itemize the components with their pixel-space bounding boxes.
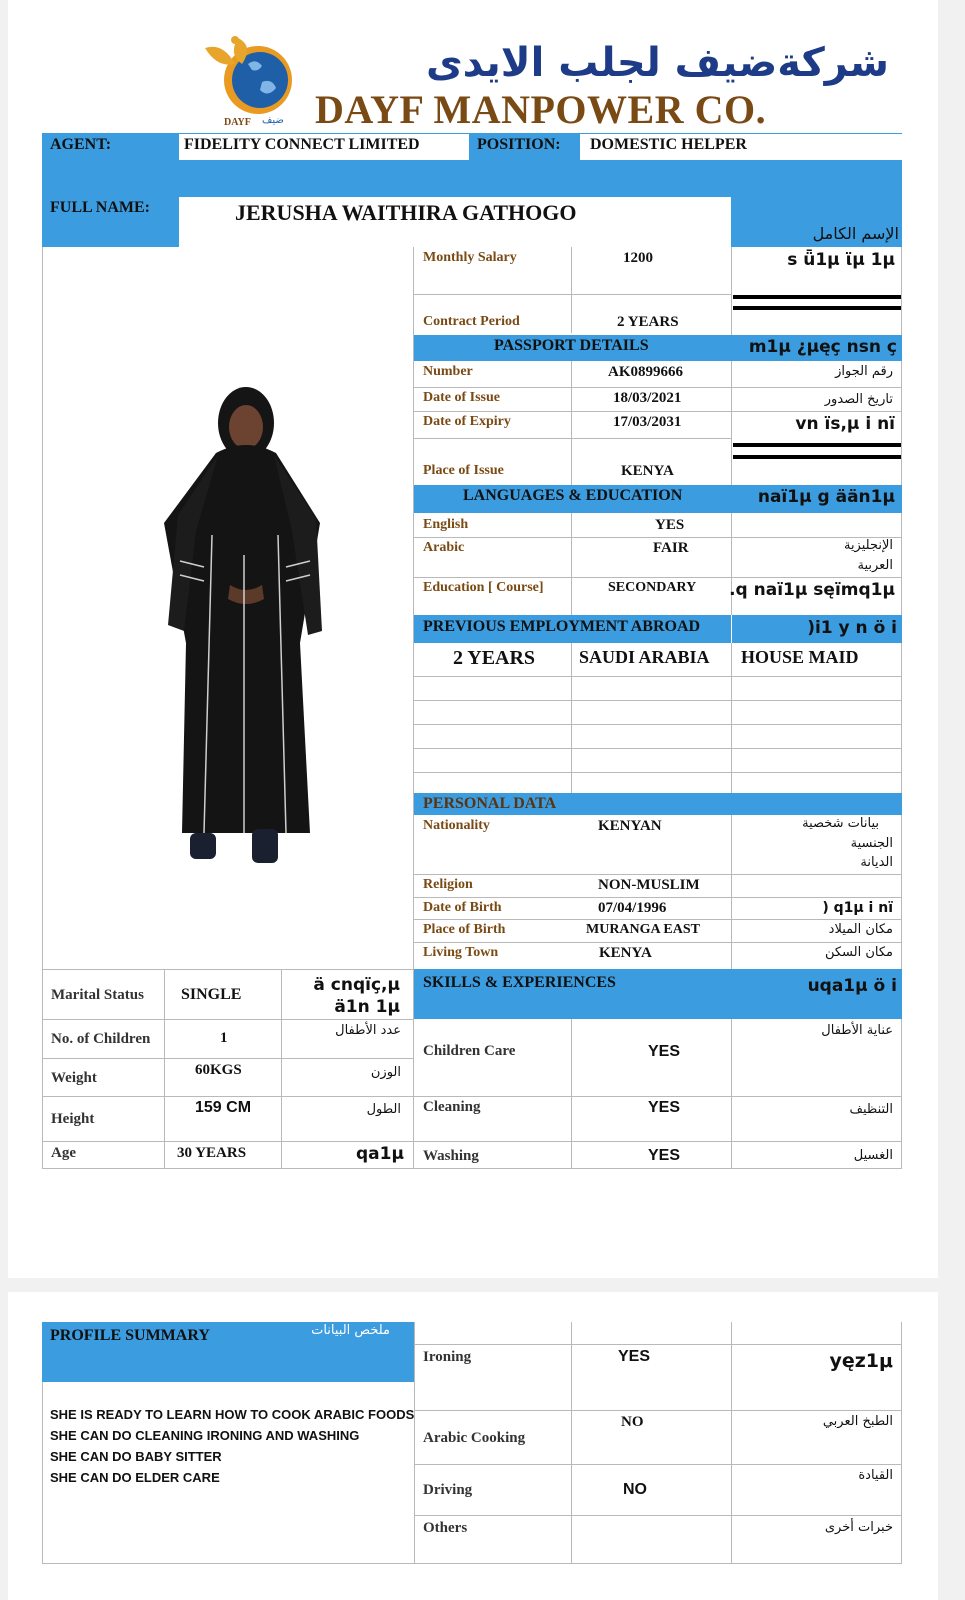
driving-arabic: القيادة xyxy=(858,1468,893,1483)
issue-date-arabic: تاريخ الصدور xyxy=(824,392,893,407)
english-arabic-text: الإنجليزية xyxy=(843,538,893,553)
height-label: Height xyxy=(51,1111,95,1127)
religion-value: NON-MUSLIM xyxy=(598,877,700,893)
summary-heading: PROFILE SUMMARY xyxy=(50,1327,210,1344)
expiry-date-value: 17/03/2031 xyxy=(613,414,682,430)
age-label: Age xyxy=(51,1145,76,1161)
globe-logo-icon xyxy=(200,34,300,119)
row-line-nationality xyxy=(414,874,902,875)
row-line-english xyxy=(414,537,902,538)
employment-country: SAUDI ARABIA xyxy=(579,647,710,667)
position-value: DOMESTIC HELPER xyxy=(590,136,747,153)
town-value: KENYA xyxy=(599,945,652,961)
p2-col-line-2 xyxy=(731,1322,732,1564)
pob-arabic: مكان الميلاد xyxy=(828,922,893,937)
driving-label: Driving xyxy=(423,1482,473,1498)
separator-band xyxy=(42,161,902,195)
washing-value: YES xyxy=(648,1147,681,1164)
row-line-arabic xyxy=(414,577,902,578)
issue-place-value: KENYA xyxy=(621,463,674,479)
agent-label: AGENT: xyxy=(50,136,112,153)
salary-label: Monthly Salary xyxy=(423,250,517,265)
passport-number-label: Number xyxy=(423,364,473,379)
personal-heading: PERSONAL DATA xyxy=(423,795,557,812)
pob-label: Place of Birth xyxy=(423,922,506,937)
arabic-language-value: FAIR xyxy=(653,540,689,556)
black-rule-4 xyxy=(733,455,901,459)
employment-row-3 xyxy=(414,724,902,725)
summary-line: SHE CAN DO CLEANING IRONING AND WASHING xyxy=(50,1428,360,1443)
row-line-expiry xyxy=(414,438,732,439)
marital-label: Marital Status xyxy=(51,987,144,1003)
languages-heading-arabic: naï1μ g ään1μ xyxy=(757,487,895,507)
logo-small-arabic: ضيف xyxy=(262,115,284,126)
town-arabic: مكان السكن xyxy=(824,945,893,960)
row-line-salary xyxy=(414,294,732,295)
passport-heading-arabic: m1μ ¿μęç nsn ç xyxy=(748,337,897,357)
employment-row-5 xyxy=(414,772,902,773)
expiry-date-arabic: vn ïs,μ i nï xyxy=(795,414,895,434)
cleaning-arabic: التنظيف xyxy=(849,1102,893,1117)
education-label: Education [ Course] xyxy=(423,580,544,595)
passport-heading: PASSPORT DETAILS xyxy=(494,337,649,354)
passport-col-line xyxy=(571,361,572,485)
skills-heading: SKILLS & EXPERIENCES xyxy=(423,974,616,991)
nationality-arabic: الجنسية xyxy=(850,836,893,851)
summary-text xyxy=(50,1404,414,1488)
cleaning-value: YES xyxy=(648,1099,681,1116)
employment-heading: PREVIOUS EMPLOYMENT ABROAD xyxy=(423,618,701,635)
position-label: POSITION: xyxy=(477,136,561,153)
employment-role: HOUSE MAID xyxy=(741,647,859,667)
town-label: Living Town xyxy=(423,945,499,960)
logo-small-text: DAYF xyxy=(224,117,251,128)
issue-date-value: 18/03/2021 xyxy=(613,390,682,406)
passport-number-value: AK0899666 xyxy=(608,364,683,380)
summary-heading-arabic: ملخص البيانات xyxy=(311,1323,390,1338)
cleaning-label: Cleaning xyxy=(423,1099,481,1115)
row-line-pob xyxy=(414,942,902,943)
skills-row-line-1 xyxy=(414,1096,902,1097)
left-row-line-2 xyxy=(42,1058,414,1059)
ironing-value: YES xyxy=(618,1348,651,1365)
height-arabic: الطول xyxy=(366,1102,401,1117)
expiry-date-label: Date of Expiry xyxy=(423,414,511,429)
cooking-label: Arabic Cooking xyxy=(423,1430,526,1446)
dob-arabic: ) q1μ i nï xyxy=(822,900,893,916)
weight-arabic: الوزن xyxy=(370,1065,401,1080)
weight-value: 60KGS xyxy=(195,1062,242,1078)
languages-col-line xyxy=(571,513,572,615)
left-row-line-3 xyxy=(42,1096,414,1097)
age-value: 30 YEARS xyxy=(177,1145,247,1161)
contract-value: 2 YEARS xyxy=(617,314,679,330)
religion-arabic: الديانة xyxy=(860,855,893,870)
dob-value: 07/04/1996 xyxy=(598,900,667,916)
p2-row-line-2 xyxy=(414,1410,902,1411)
black-rule-2 xyxy=(733,306,901,310)
driving-value: NO xyxy=(623,1481,647,1498)
employment-row-4 xyxy=(414,748,902,749)
black-rule-3 xyxy=(733,443,901,447)
age-arabic: qa1μ xyxy=(356,1144,404,1164)
marital-arabic-2: ä1n 1μ xyxy=(334,997,400,1017)
skills-col-line-1 xyxy=(571,1019,572,1169)
passport-number-arabic: رقم الجواز xyxy=(835,364,893,379)
summary-line: SHE CAN DO BABY SITTER xyxy=(50,1449,222,1464)
skills-col-line-2 xyxy=(731,1019,732,1169)
pob-value: MURANGA EAST xyxy=(586,922,700,937)
contract-label: Contract Period xyxy=(423,314,520,329)
ironing-label: Ironing xyxy=(423,1349,472,1365)
left-col-line-1 xyxy=(164,969,165,1169)
p2-row-line-1 xyxy=(414,1344,902,1345)
children-count-value: 1 xyxy=(220,1030,228,1046)
nationality-value: KENYAN xyxy=(598,818,662,834)
salary-arabic: s ǖ1μ ϊμ 1μ xyxy=(787,250,895,270)
employment-duration: 2 YEARS xyxy=(453,647,536,669)
cooking-arabic: الطبخ العربي xyxy=(822,1414,893,1429)
company-arabic-name: شركةضيف لجلب الايدى xyxy=(426,40,890,86)
p2-row-line-3 xyxy=(414,1464,902,1465)
employment-heading-arabic: )i1 y n ö i xyxy=(807,618,897,638)
ironing-arabic: yęz1μ xyxy=(829,1350,893,1372)
skills-row-line-2 xyxy=(414,1141,902,1142)
arabic-language-label: Arabic xyxy=(423,540,465,555)
fullname-label: FULL NAME: xyxy=(50,199,150,216)
row-line-dob xyxy=(414,919,902,920)
issue-place-label: Place of Issue xyxy=(423,463,504,478)
cooking-value: NO xyxy=(621,1414,644,1430)
skills-heading-arabic: uqa1μ ö i xyxy=(807,976,897,996)
education-arabic: .q naï1μ sęïmq1μ xyxy=(729,580,895,600)
employment-row-2 xyxy=(414,700,902,701)
col-line-1 xyxy=(571,247,572,333)
washing-label: Washing xyxy=(423,1148,479,1164)
agent-value: FIDELITY CONNECT LIMITED xyxy=(184,136,420,153)
summary-line: SHE CAN DO ELDER CARE xyxy=(50,1470,220,1485)
nationality-label: Nationality xyxy=(423,818,490,833)
company-name: DAYF MANPOWER CO. xyxy=(315,87,767,132)
english-value: YES xyxy=(655,517,685,533)
children-count-arabic: عدد الأطفال xyxy=(335,1023,401,1038)
fullname-arabic: الإسم الكامل xyxy=(812,224,899,243)
employment-row-1 xyxy=(414,676,902,677)
education-value: SECONDARY xyxy=(608,580,697,595)
row-line-issue xyxy=(414,411,902,412)
left-row-line-1 xyxy=(42,1019,414,1020)
languages-heading: LANGUAGES & EDUCATION xyxy=(463,487,683,504)
dob-label: Date of Birth xyxy=(423,900,502,915)
religion-label: Religion xyxy=(423,877,473,892)
others-label: Others xyxy=(423,1520,468,1536)
summary-line: SHE IS READY TO LEARN HOW TO COOK ARABIC FOODS xyxy=(50,1407,415,1422)
left-row-line-4 xyxy=(42,1141,414,1142)
employment-divider xyxy=(731,615,732,643)
marital-arabic-1: ä cnqïç,μ xyxy=(313,975,400,995)
employment-col-line xyxy=(571,643,572,793)
left-col-line-2 xyxy=(281,969,282,1169)
personal-data-arabic: بيانات شخصية xyxy=(802,816,879,831)
weight-label: Weight xyxy=(51,1070,97,1086)
p2-col-line-1 xyxy=(571,1322,572,1564)
row-line-religion xyxy=(414,897,902,898)
washing-arabic: الغسيل xyxy=(853,1148,893,1163)
fullname-value: JERUSHA WAITHIRA GATHOGO xyxy=(235,200,577,225)
childcare-arabic: عناية الأطفال xyxy=(821,1023,893,1038)
salary-value: 1200 xyxy=(623,250,653,266)
height-value: 159 CM xyxy=(195,1099,252,1116)
childcare-label: Children Care xyxy=(423,1043,516,1059)
issue-date-label: Date of Issue xyxy=(423,390,500,405)
black-rule-1 xyxy=(733,295,901,299)
english-label: English xyxy=(423,517,469,532)
row-line-number xyxy=(414,387,902,388)
children-count-label: No. of Children xyxy=(51,1031,151,1047)
arabic-arabic-text: العربية xyxy=(857,558,893,573)
childcare-value: YES xyxy=(648,1043,681,1060)
marital-value: SINGLE xyxy=(181,986,242,1003)
p2-row-line-4 xyxy=(414,1515,902,1516)
others-arabic: خبرات أخرى xyxy=(824,1520,893,1535)
applicant-photo xyxy=(160,375,330,875)
